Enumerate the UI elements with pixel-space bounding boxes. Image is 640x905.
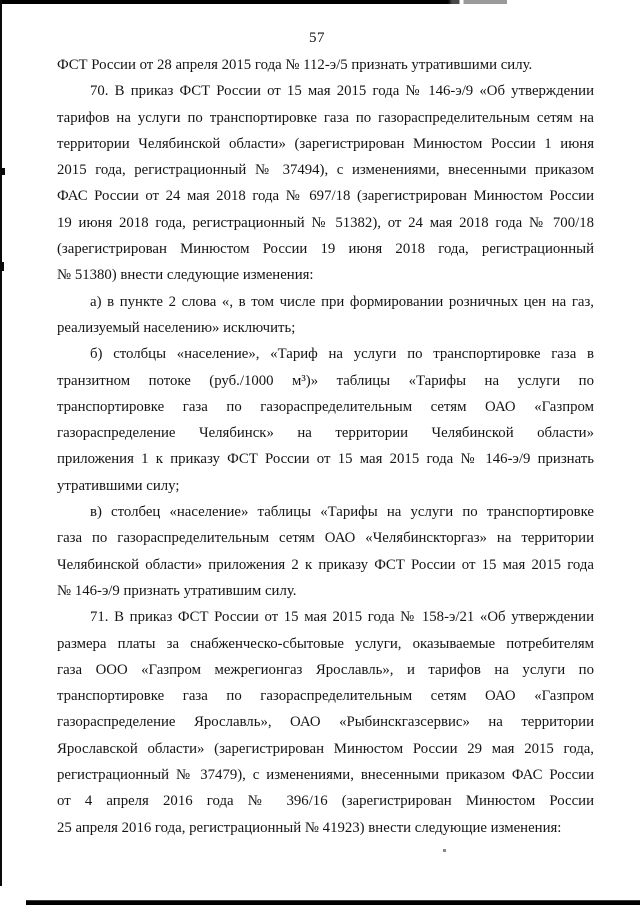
text-line: б) столбцы «население», «Тариф на услуги по транспортировке газа в — [90, 346, 594, 363]
text-line: 19 июня 2018 года, регистрационный № 51382), от 24 мая 2018 года № 700/18 — [57, 214, 594, 231]
text-line: транзитном потоке (руб./1000 м³)» таблицы «Тарифы на услуги по — [57, 372, 594, 389]
text-line: приложения 1 к приказу ФСТ России от 15 мая 2015 года № 146-э/9 признать — [57, 451, 594, 468]
text-line: ФСТ России от 28 апреля 2015 года № 112-э/5 признать утратившими силу. — [57, 57, 533, 73]
text-line: транспортировке газа по газораспределительным сетям ОАО «Газпром — [57, 688, 594, 705]
text-line: территории Челябинской области» (зарегистрирован Минюстом России 1 июня — [57, 135, 594, 152]
text-line: размера платы за снабженческо-сбытовые услуги, оказываемые потребителям — [57, 635, 594, 652]
scan-artifact-speck — [443, 849, 446, 852]
text-line: Челябинской области» приложения 2 к приказу ФСТ России от 15 мая 2015 года — [57, 556, 594, 573]
text-line: в) столбец «население» таблицы «Тарифы на услуги по транспортировке — [90, 504, 594, 521]
text-line: ФАС России от 24 мая 2018 года № 697/18 (зарегистрирован Минюстом России — [57, 188, 594, 205]
page-number: 57 — [309, 30, 325, 46]
text-line: № 146-э/9 признать утратившим силу. — [57, 582, 297, 599]
scan-artifact-bottom-bar — [26, 900, 640, 905]
text-line: 70. В приказ ФСТ России от 15 мая 2015 года № 146-э/9 «Об утверждении — [90, 83, 594, 100]
text-line: № 51380) внести следующие изменения: — [57, 267, 314, 284]
text-line: газа по газораспределительным сетям ОАО «Челябинскторгаз» на территории — [57, 530, 594, 547]
text-line: Ярославской области» (зарегистрирован Минюстом России 29 мая 2015 года, — [57, 740, 594, 757]
document-body — [57, 52, 594, 841]
paragraph — [57, 78, 594, 288]
text-line: транспортировке газа по газораспределительным сетям ОАО «Газпром — [57, 398, 594, 415]
text-line: газораспределение Ярославль», ОАО «Рыбинскгазсервис» на территории — [57, 714, 594, 731]
paragraph — [57, 499, 594, 604]
scan-artifact-top-bar — [0, 0, 507, 4]
paragraph — [57, 604, 594, 841]
text-line: (зарегистрирован Минюстом России 19 июня 2018 года, регистрационный — [57, 241, 594, 258]
text-line: утратившими силу; — [57, 477, 180, 494]
text-line: реализуемый населению» исключить; — [57, 319, 296, 336]
text-line: тарифов на услуги по транспортировке газа по газораспределительным сетям на — [57, 109, 594, 126]
text-line: а) в пункте 2 слова «, в том числе при формировании розничных цен на газ, — [90, 293, 594, 310]
text-line: 2015 года, регистрационный № 37494), с изменениями, внесенными приказом — [57, 162, 594, 179]
text-line: 25 апреля 2016 года, регистрационный № 41923) внести следующие изменения: — [57, 819, 562, 836]
scan-artifact-left-mark — [0, 262, 4, 271]
paragraph — [57, 289, 594, 342]
text-line: 71. В приказ ФСТ России от 15 мая 2015 года № 158-э/21 «Об утверждении — [90, 609, 594, 626]
text-line: регистрационный № 37479), с изменениями, внесенными приказом ФАС России — [57, 767, 594, 784]
text-line: газа ООО «Газпром межрегионгаз Ярославль», и тарифов на услуги по — [57, 661, 594, 678]
paragraph — [57, 341, 594, 499]
paragraph — [57, 52, 594, 78]
scan-artifact-left-mark — [0, 168, 5, 175]
text-line: газораспределение Челябинск» на территории Челябинской области» — [57, 425, 594, 442]
text-line: от 4 апреля 2016 года № 396/16 (зарегистрирован Минюстом России — [57, 793, 594, 810]
scan-artifact-left-edge-line — [0, 0, 2, 886]
